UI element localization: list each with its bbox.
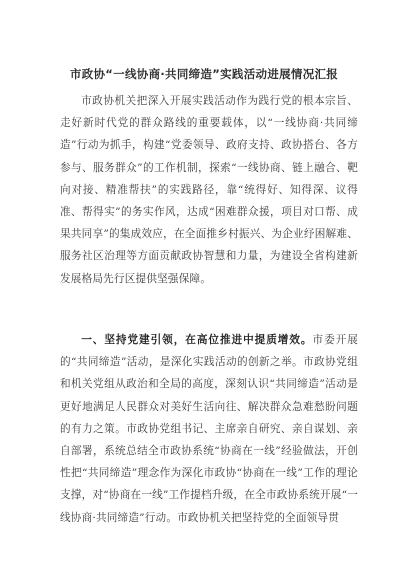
- section-one-heading: 一、坚持党建引领，在高位推进中提质增效。: [81, 334, 313, 346]
- intro-paragraph: [60, 90, 358, 290]
- intro-paragraph-text: 市政协机关把深入开展实践活动作为践行党的根本宗旨、走好新时代党的群众路线的重要载体，以“一线协商·共同缔造”行动为抓手，构建“党委领导、政府支持、政协搭台、各方参与、服务群众”的工作机制，探索“一线协商、链上融合、靶向对接、精准帮扶”的实践路径，靠“统得好、知得深、议得准、帮得实”的务实作风，达成“困难群众援，项目对口帮、成果共同享”的集成效应，在全面推乡村振兴、为企业纾困解难、服务社区治理等方面贡献政协智慧和力量，为建设全省构建新发展格局先行区提供坚强保障。: [60, 95, 358, 285]
- section-one-paragraph: [60, 329, 358, 529]
- section-one-text: 市委开展的“共同缔造”活动，是深化实践活动的创新之举。市政协党组和机关党组从政治和全局的高度，深刻认识“共同缔造”活动是更好地满足人民群众对美好生活向往、解决群众急难愁盼问题的有力之策。市政协党组书记、主席亲自研究、亲自谋划、亲自部署，系统总结全市政协系统“协商在一线”经验做法，开创性把“共同缔造”理念作为深化市政协“协商在一线”工作的理论支撑，对“协商在一线”工作提档升级，在全市政协系统开展“一线协商·共同缔造”行动。市政协机关把坚持党的全面领导贯: [60, 334, 358, 524]
- document-title: 市政协“一线协商·共同缔造”实践活动进展情况汇报: [69, 67, 339, 81]
